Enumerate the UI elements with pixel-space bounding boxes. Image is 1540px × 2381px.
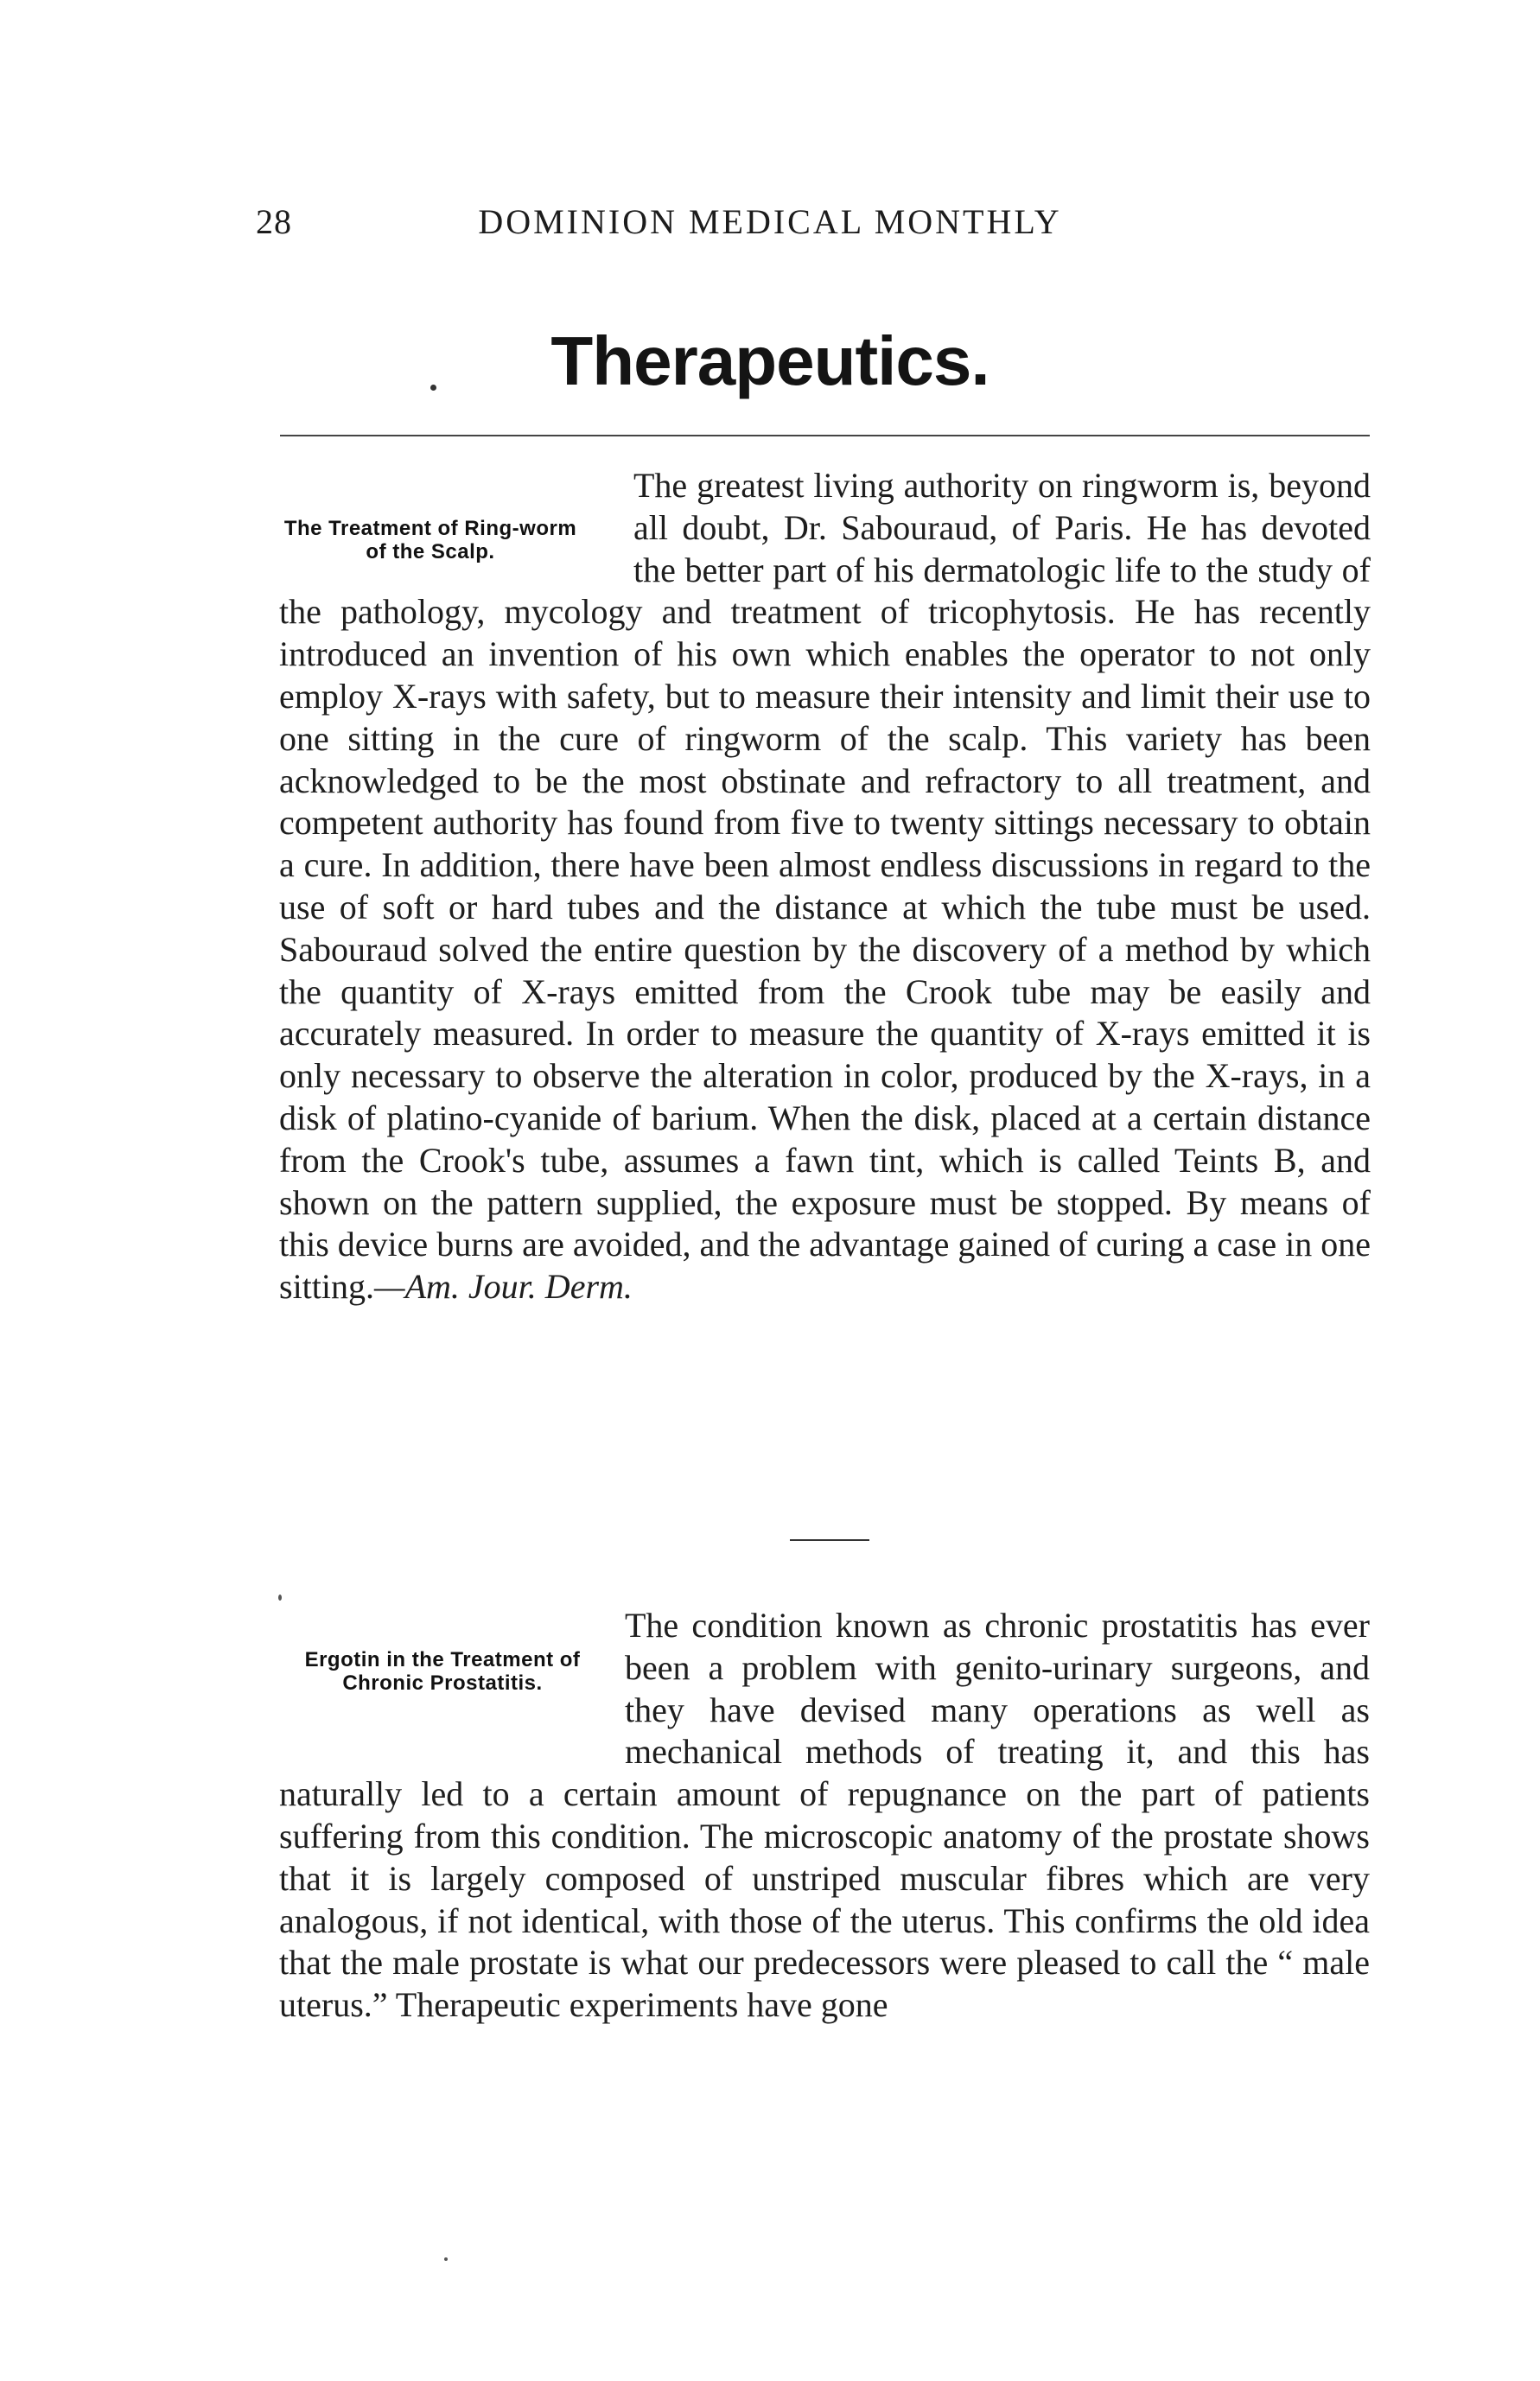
side-heading: Ergotin in the Treatment of Chronic Prostatitis. xyxy=(304,1648,581,1695)
article-text: The greatest living authority on ringworm is, beyond all doubt, Dr. Sabouraud, of Paris. He has devoted the better part of his dermatologic life to the study of the pathology, mycology and treatment of tricophytosis. He has recently introduced an invention of his own which enables the operator to not only employ X-rays with safety, but to measure their intensity and limit their use to one sitting in the cure of ringworm of the scalp. This variety has been acknowledged to be the most obstinate and refractory to all treatment, and competent authority has found from five to twenty sittings necessary to obtain a cure. In addition, there have been almost endless discussions in regard to the use of soft or hard tubes and the distance at which the tube must be used. Sabouraud solved the entire question by the discovery of a method by which the quantity of X-rays emitted from the Crook tube may be easily and accurately measured. In order to measure the quantity of X-rays emitted it is only necessary to observe the alteration in color, produced by the X-rays, in a disk of platino-cyanide of barium. When the disk, placed at a certain distance from the Crook's tube, assumes a fawn tint, which is called Teints B, and shown on the pattern supplied, the exposure must be stopped. By means of this device burns are avoided, and the advantage gained of curing a case in one sitting. xyxy=(279,466,1371,1307)
source-reference: —Am. Jour. Derm. xyxy=(374,1267,633,1307)
side-heading: The Treatment of Ring-worm of the Scalp. xyxy=(283,517,577,563)
print-speck xyxy=(444,2257,448,2261)
article-text: The condition known as chronic prostatitis has ever been a problem with genito-urinary surgeons, and they have devised many operations as well as mechanical methods of treating it, and this has naturally led to a certain amount of repugnance on the part of patients suffering from this condition. The microscopic anatomy of the prostate shows that it is largely composed of unstriped muscular fibres which are very analogous, if not identical, with those of the uterus. This confirms the old idea that the male prostate is what our predecessors were pleased to call the “ male uterus.” Therapeutic experiments have gone xyxy=(279,1606,1370,2025)
article-body xyxy=(279,1605,1370,2027)
page-number: 28 xyxy=(256,202,292,241)
page-header xyxy=(0,201,1540,253)
print-speck xyxy=(278,1595,282,1601)
article-body xyxy=(279,465,1371,1308)
title-ornament-dot xyxy=(430,385,436,391)
section-title: Therapeutics. xyxy=(550,322,990,399)
title-rule xyxy=(280,435,1370,436)
side-heading-space xyxy=(279,1605,625,1769)
running-head: DOMINION MEDICAL MONTHLY xyxy=(478,202,1062,241)
side-heading-space xyxy=(279,465,633,591)
article-separator xyxy=(790,1539,869,1541)
